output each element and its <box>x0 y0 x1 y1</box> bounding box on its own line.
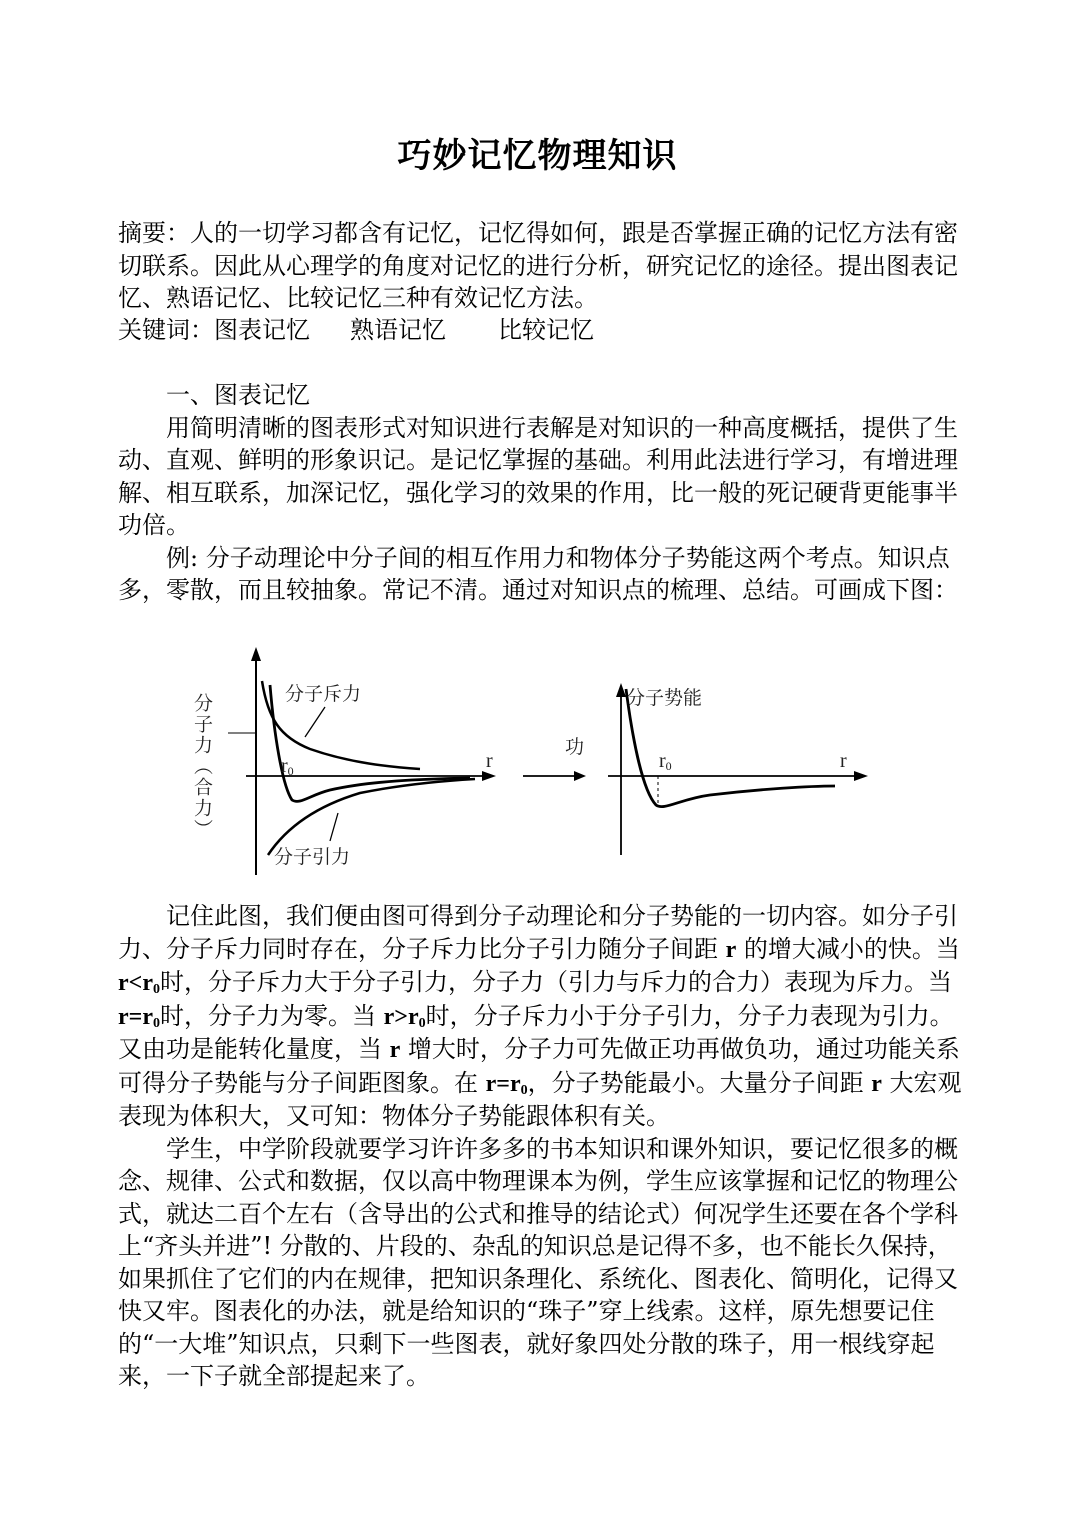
text-run: ，分子势能最小。大量分子间距 <box>527 1068 872 1097</box>
paragraph <box>118 900 963 1133</box>
text-run: 大宏观表现为体积大，又可知：物体分子势能跟体积有关。 <box>118 1068 962 1130</box>
figure-svg <box>190 645 890 885</box>
right-x-arrowhead <box>854 771 868 781</box>
condition <box>486 1071 528 1097</box>
r0-label-left: r0 <box>281 755 294 778</box>
attraction-leader <box>330 813 338 841</box>
keyword-item: 比较记忆 <box>498 316 594 344</box>
repulsion-leader <box>305 707 325 737</box>
condition-text: r=r <box>485 1070 521 1097</box>
left-y-label: 分子力（合力） <box>191 693 213 840</box>
section-chart-memory <box>118 379 963 607</box>
abstract: 摘要：人的一切学习都含有记忆，记忆得如何，跟是否掌握正确的记忆方法有密切联系。因此从心理学的角度对记忆的进行分析，研究记忆的途径。提出图表记忆、熟语记忆、比较记忆三种有效记忆方法。 <box>118 219 958 312</box>
attraction-label: 分子引力 <box>274 846 351 868</box>
text-run: 记住此图，我们便由图可得到分子动理论和分子势能的一切内容。如分子引力、分子斥力同时存在，分子斥力比分子引力随分子间距 <box>118 902 958 963</box>
molecular-force-figure <box>190 645 890 885</box>
text-run: 时，分子斥力大于分子引力，分子力（引力与斥力的合力）表现为斥力。当 <box>159 968 952 996</box>
r-label-left: r <box>486 750 493 772</box>
subscript: 0 <box>152 1015 160 1031</box>
keyword-item: 图表记忆 <box>214 316 310 344</box>
paragraph: 例: 分子动理论中分子间的相互作用力和物体分子势能这两个考点。知识点多，零散，而且较抽象。常记不清。通过对知识点的梳理、总结。可画成下图： <box>118 543 958 604</box>
attraction-curve <box>268 779 475 855</box>
r-label-right: r <box>840 750 847 772</box>
repulsion-label: 分子斥力 <box>285 683 362 705</box>
text-run: 时，分子斥力小于分子引力，分子力表现为引力。又由功是能转化量度，当 <box>118 1001 954 1063</box>
right-y-label: 分子势能 <box>626 687 703 709</box>
right-y-arrowhead <box>616 683 626 697</box>
paragraph: 用简明清晰的图表形式对知识进行表解是对知识的一种高度概括，提供了生动、直观、鲜明的形象识记。是记忆掌握的基础。利用此法进行学习，有增进理解、相互联系，加深记忆，强化学习的效果的作用，比一般的死记硬背更能事半功倍。 <box>118 413 958 539</box>
text-run: 增大时，分子力可先做正功再做负功，通过功能关系可得分子势能与分子间距图象。在 <box>118 1035 960 1097</box>
condition <box>118 970 160 996</box>
variable-r: r <box>725 936 737 963</box>
page-title: 巧妙记忆物理知识 <box>397 136 678 176</box>
paragraph: 学生，中学阶段就要学习许许多多的书本知识和课外知识，要记忆很多的概念、规律、公式和数据，仅以高中物理课本为例，学生应该掌握和记忆的物理公式，就达二百个左右（含导出的公式和推导的结论式）何况学生还要在各个学科上“齐头并进”! 分散的、片段的、杂乱的知识总是记得不多，也不能长久保持，如果抓住了它们的内在规律，把知识条理化、系统化、图表化、简明化，记得又快又牢。图表化的办法，就是给知识的“珠子”穿上线索。这样，原先想要记住的“一大堆”知识点，只剩下一些图表，就好象四处分散的珠子，用一根线穿起来，一下子就全部提起来了。 <box>118 1134 958 1390</box>
condition-text: r=r <box>118 1003 153 1030</box>
subscript: 0 <box>152 982 160 997</box>
transition-arrowhead <box>574 771 586 781</box>
subscript: 0 <box>418 1015 426 1031</box>
keywords <box>118 314 963 347</box>
body-after-figure <box>118 900 963 1393</box>
condition-text: r>r <box>383 1003 419 1030</box>
left-y-arrowhead <box>251 647 261 661</box>
section-heading: 一、图表记忆 <box>166 381 310 409</box>
condition <box>118 1004 160 1030</box>
subscript: 0 <box>520 1082 528 1098</box>
keywords-label: 关键词： <box>118 316 214 344</box>
r0-label-right: r0 <box>659 750 672 773</box>
condition <box>384 1004 426 1030</box>
condition-text: r<r <box>118 970 153 996</box>
text-run: 时，分子力为零。当 <box>159 1001 384 1030</box>
left-x-arrowhead <box>482 771 496 781</box>
text-run: 的增大减小的快。当 <box>736 934 960 963</box>
variable-r: r <box>871 1070 882 1097</box>
keyword-item: 熟语记忆 <box>350 316 446 344</box>
variable-r: r <box>389 1037 401 1063</box>
work-label: 功 <box>565 736 585 758</box>
